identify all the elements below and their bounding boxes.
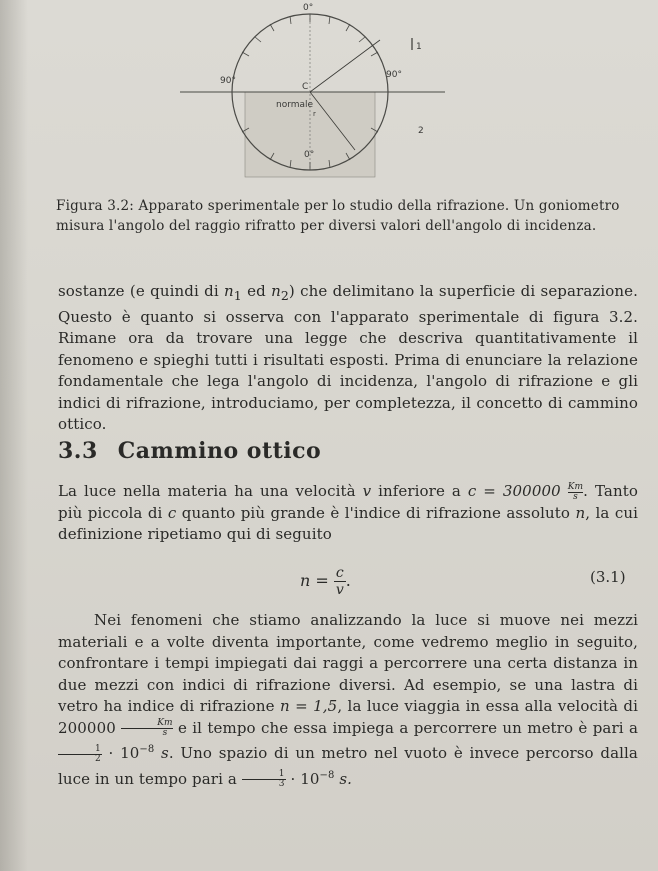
p3-unit-den: s	[162, 728, 168, 738]
p3-text-a: Nei fenomeni che stiamo analizzando la luce si muove nei mezzi materiali e a volte diventa importante, come vedremo meglio in seguito, confrontare i tempi impiegati dai raggi a percorrere una certa distanza in due mezzi con indici di rifrazione diversi. Ad esempio, se una lastra di vetro ha indice di rifrazione	[58, 611, 638, 715]
p2-text-e: , la cui definizione ripetiamo qui di seguito	[58, 503, 638, 543]
label-ray-one: 1	[416, 42, 422, 52]
equation-numerator: c	[335, 565, 344, 581]
p3-pow1: · 10	[108, 744, 140, 762]
p2-n: n	[575, 503, 586, 522]
label-bottom-zero: 0°	[304, 150, 315, 160]
paragraph-intro	[58, 281, 638, 436]
incident-ray	[310, 40, 380, 92]
p2-text-a: La luce nella materia ha una velocità	[58, 482, 363, 500]
p2-unit-num: Km	[567, 481, 584, 492]
p3-exp2: −8	[319, 769, 335, 781]
p3-text-e: s.	[339, 769, 352, 788]
p3-frac1-den: 2	[95, 753, 101, 764]
section-heading	[58, 438, 341, 464]
p3-fraction-third	[242, 770, 286, 789]
label-center: C	[302, 82, 309, 92]
p2-text-b: inferiore a	[371, 482, 468, 500]
goniometer-figure	[150, 0, 470, 196]
paragraph-light-speed	[58, 481, 638, 546]
p1-text-a: sostanze (e quindi di	[58, 282, 225, 300]
equation-refractive-index	[300, 565, 351, 598]
p1-n2: n	[271, 282, 281, 300]
p3-text-c: e il tempo che essa impiega a percorrere un metro è pari a	[172, 718, 638, 737]
p3-unit-fraction	[121, 719, 172, 738]
caption-text: Apparato sperimentale per lo studio della rifrazione. Un goniometro misura l'angolo del raggio rifratto per diversi valori dell'angolo di incidenza.	[56, 198, 620, 234]
label-ray-two: 2	[418, 126, 424, 136]
p3-fraction-half	[58, 745, 102, 764]
figure-caption	[56, 196, 636, 236]
p3-n-value: n = 1,5	[279, 697, 338, 715]
p3-frac2-den: 3	[278, 779, 285, 789]
caption-prefix: Figura 3.2:	[56, 198, 135, 214]
p2-unit-den: s	[573, 491, 578, 502]
p1-text-c: ) che delimitano la superficie di separazione. Questo è quanto si osserva con l'apparato sperimentale di figura 3.2. Rimane ora da trovare una legge che descriva quantitativamente il fenomeno e spieghi tutti i risultati esposti. Prima di enunciare la relazione fondamentale che lega l'angolo di incidenza, l'angolo di rifrazione e gli indici di rifrazione, introduciamo, per completezza, il concetto di cammino ottico.	[58, 282, 638, 433]
p2-c-value: c = 300000	[467, 482, 561, 500]
paragraph-example	[58, 610, 638, 790]
label-r: r	[313, 110, 316, 118]
label-right-ninety: 90°	[386, 70, 402, 80]
equation-lhs: n =	[300, 571, 329, 590]
page-edge-shadow	[0, 0, 28, 871]
p1-sub1: 1	[233, 288, 242, 303]
label-normal: normale	[276, 100, 314, 110]
p2-c: c	[167, 503, 177, 522]
p3-text-d: . Uno spazio di un metro nel vuoto è invece percorso dalla luce in un tempo pari a	[58, 744, 638, 788]
p3-text-b: , la luce viaggia in essa alla velocità di 200000	[58, 697, 638, 737]
equation-denominator: v	[335, 582, 344, 598]
equation-fraction	[334, 565, 346, 598]
label-left-ninety: 90°	[220, 76, 236, 86]
p3-frac1-num: 1	[58, 745, 102, 755]
p2-text-d: quanto più grande è l'indice di rifrazione assoluto	[176, 503, 576, 522]
label-top-zero: 0°	[303, 3, 314, 13]
p1-sub2: 2	[280, 288, 289, 303]
equation-tail: .	[345, 571, 351, 590]
p3-pow2: · 10	[290, 769, 320, 788]
p2-v: v	[362, 482, 372, 500]
goniometer-diagram	[150, 0, 470, 196]
p1-n1: n	[224, 282, 234, 300]
equation-number: (3.1)	[590, 568, 626, 586]
p2-unit-fraction	[568, 483, 583, 502]
p3-unit-s: s	[154, 744, 169, 762]
p3-exp1: −8	[139, 744, 155, 755]
p1-text-b: ed	[241, 282, 272, 300]
p3-unit-num: Km	[121, 719, 172, 729]
p2-text-c: . Tanto più piccola di	[58, 482, 638, 522]
section-number: 3.3	[58, 438, 98, 464]
section-title: Cammino ottico	[117, 438, 322, 464]
p3-frac2-num: 1	[242, 770, 286, 780]
